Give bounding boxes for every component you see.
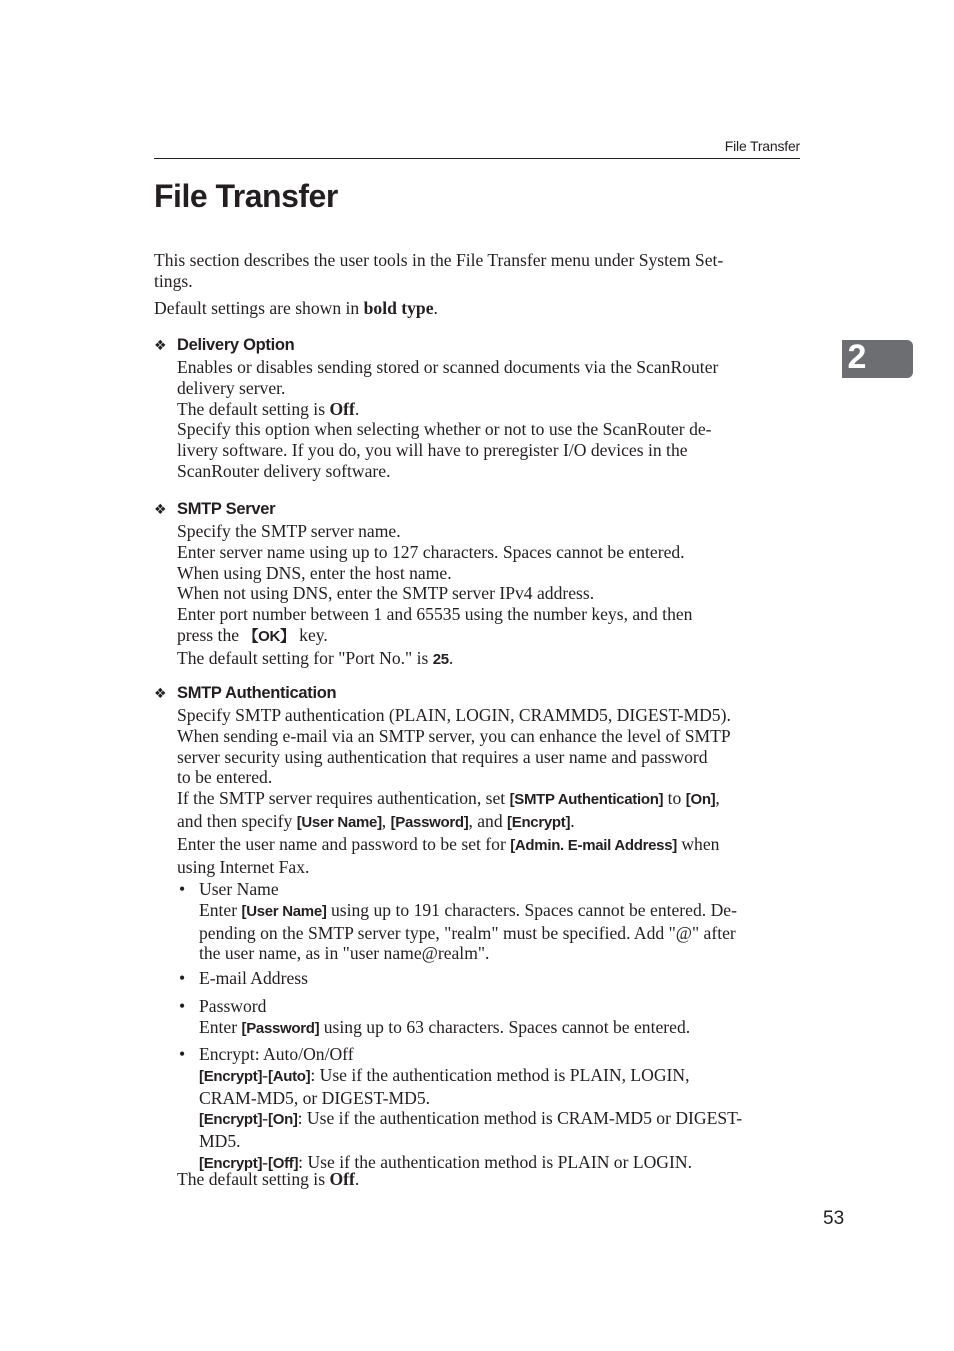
- smtp-server-heading: SMTP Server: [177, 500, 276, 518]
- key-label: [Off]: [268, 1154, 299, 1172]
- default-setting-line: [177, 399, 800, 420]
- list-item-title: E-mail Address: [199, 968, 308, 988]
- text-fragment: , and: [468, 810, 508, 831]
- text-line: [177, 834, 800, 857]
- text-fragment: The default setting for "Port No." is: [177, 647, 433, 668]
- defaults-note-text: Default settings are shown in: [154, 298, 364, 318]
- text-fragment: using up to 191 characters. Spaces cannot be entered. De-: [326, 899, 737, 920]
- smtp-server-body: [177, 521, 800, 671]
- default-prefix: The default setting is: [177, 398, 330, 419]
- key-label: [Admin. E-mail Address]: [510, 836, 677, 854]
- text-line: livery software. If you do, you will have to preregister I/O devices in the: [177, 440, 688, 461]
- port-default-value: 25: [432, 650, 449, 668]
- text-line: pending on the SMTP server type, "realm" must be specified. Add "@" after: [199, 922, 736, 943]
- key-label: [Auto]: [268, 1067, 311, 1085]
- text-line: Specify SMTP authentication (PLAIN, LOGIN, CRAMMD5, DIGEST-MD5).: [177, 705, 731, 725]
- list-item-email-address: [199, 968, 800, 989]
- text-fragment: If the SMTP server requires authentication, set: [177, 788, 510, 809]
- page-number: 53: [823, 1208, 845, 1229]
- section-heading-smtp-server: [154, 499, 275, 520]
- section-heading-delivery-option: [154, 335, 294, 356]
- defaults-note-period: .: [433, 298, 438, 318]
- text-fragment: Enter the user name and password to be set for: [177, 833, 511, 854]
- list-item-encrypt: [199, 1044, 800, 1175]
- key-label: [Password]: [241, 1019, 320, 1037]
- text-fragment: -: [262, 1151, 268, 1172]
- text-fragment: when: [676, 833, 720, 854]
- text-line: Specify the SMTP server name.: [177, 521, 401, 541]
- text-fragment: -: [262, 1108, 268, 1129]
- text-line: the user name, as in "user name@realm".: [199, 943, 490, 964]
- key-label: [Encrypt]: [199, 1067, 263, 1085]
- text-line: [199, 1065, 800, 1088]
- text-line: to be entered.: [177, 767, 273, 788]
- text-line: [199, 900, 800, 923]
- smtp-auth-body: [177, 705, 800, 877]
- ok-key-label: 【OK】: [243, 627, 295, 645]
- text-fragment: : Use if the authentication method is PLAIN or LOGIN.: [298, 1151, 692, 1172]
- delivery-option-body: [177, 357, 800, 482]
- diamond-bullet-icon: ❖: [154, 685, 167, 701]
- section-heading-smtp-authentication: [154, 683, 336, 704]
- list-item-password: [199, 996, 800, 1040]
- intro-line-2: tings.: [154, 271, 193, 291]
- text-fragment: press the: [177, 624, 244, 645]
- text-fragment: : Use if the authentication method is PLAIN, LOGIN,: [310, 1064, 690, 1085]
- key-label: [User Name]: [296, 813, 382, 831]
- list-item-title: Encrypt: Auto/On/Off: [199, 1044, 354, 1064]
- text-line: server security using authentication that requires a user name and password: [177, 746, 708, 767]
- text-fragment: using up to 63 characters. Spaces cannot be entered.: [319, 1016, 691, 1037]
- smtp-auth-default-line: [177, 1169, 800, 1190]
- delivery-option-heading: Delivery Option: [177, 336, 295, 354]
- default-prefix: The default setting is: [177, 1169, 330, 1189]
- chapter-number: 2: [847, 338, 867, 376]
- text-line: [199, 1017, 800, 1040]
- text-line: MD5.: [199, 1131, 241, 1152]
- key-label: [Encrypt]: [507, 813, 571, 831]
- text-fragment: .: [448, 647, 454, 668]
- text-line: using Internet Fax.: [177, 856, 310, 877]
- text-line: Specify this option when selecting whether or not to use the ScanRouter de-: [177, 419, 712, 440]
- list-item-title: Password: [199, 996, 267, 1016]
- chapter-tab: [842, 340, 913, 378]
- running-header-title: File Transfer: [724, 138, 800, 154]
- list-item-user-name: [199, 879, 800, 964]
- key-label: [User Name]: [241, 902, 327, 920]
- diamond-bullet-icon: ❖: [154, 501, 167, 517]
- key-label: [On]: [268, 1111, 298, 1129]
- text-fragment: and then specify: [177, 810, 297, 831]
- bullet-icon: •: [179, 1044, 186, 1064]
- header-rule: [154, 158, 800, 159]
- text-fragment: : Use if the authentication method is CRAM-MD5 or DIGEST-: [297, 1108, 743, 1129]
- text-line: Enter port number between 1 and 65535 using the number keys, and then: [177, 604, 693, 625]
- bullet-icon: •: [179, 996, 186, 1016]
- key-label: [Encrypt]: [199, 1111, 263, 1129]
- text-line: When not using DNS, enter the SMTP server IPv4 address.: [177, 583, 595, 604]
- key-label: [Password]: [390, 813, 469, 831]
- page-title: File Transfer: [154, 178, 338, 214]
- default-value: Off: [329, 398, 355, 419]
- text-line: ScanRouter delivery software.: [177, 460, 391, 481]
- key-label: [On]: [685, 791, 716, 809]
- default-suffix: .: [354, 398, 360, 419]
- list-item-title: User Name: [199, 879, 279, 899]
- text-line: Enables or disables sending stored or scanned documents via the ScanRouter: [177, 357, 719, 377]
- text-line: CRAM-MD5, or DIGEST-MD5.: [199, 1087, 431, 1108]
- port-default-line: [177, 648, 800, 671]
- ok-key-line: [177, 625, 800, 648]
- diamond-bullet-icon: ❖: [154, 337, 167, 353]
- smtp-auth-heading: SMTP Authentication: [177, 684, 337, 702]
- text-line: When sending e-mail via an SMTP server, you can enhance the level of SMTP: [177, 725, 731, 746]
- text-line: Enter server name using up to 127 characters. Spaces cannot be entered.: [177, 541, 685, 562]
- text-line: delivery server.: [177, 377, 286, 398]
- default-suffix: .: [354, 1169, 360, 1189]
- default-value: Off: [329, 1169, 355, 1189]
- text-line: [177, 811, 800, 834]
- text-fragment: to: [663, 788, 686, 809]
- bullet-icon: •: [179, 879, 186, 899]
- text-line: [177, 788, 800, 811]
- defaults-note-bold: bold type: [363, 298, 434, 318]
- key-label: [Encrypt]: [199, 1154, 263, 1172]
- text-fragment: key.: [294, 624, 328, 645]
- text-fragment: ,: [381, 810, 391, 831]
- intro-line-1: This section describes the user tools in the File Transfer menu under System Set-: [154, 250, 724, 270]
- key-label: [SMTP Authentication]: [509, 791, 664, 809]
- text-line: [199, 1108, 800, 1131]
- text-fragment: .: [570, 810, 575, 831]
- defaults-note: [154, 298, 800, 319]
- text-fragment: Enter: [199, 1016, 242, 1037]
- text-fragment: ,: [715, 788, 720, 809]
- intro-paragraph: [154, 250, 800, 292]
- text-fragment: -: [262, 1064, 268, 1085]
- text-line: When using DNS, enter the host name.: [177, 562, 452, 583]
- bullet-icon: •: [179, 968, 186, 988]
- text-fragment: Enter: [199, 899, 242, 920]
